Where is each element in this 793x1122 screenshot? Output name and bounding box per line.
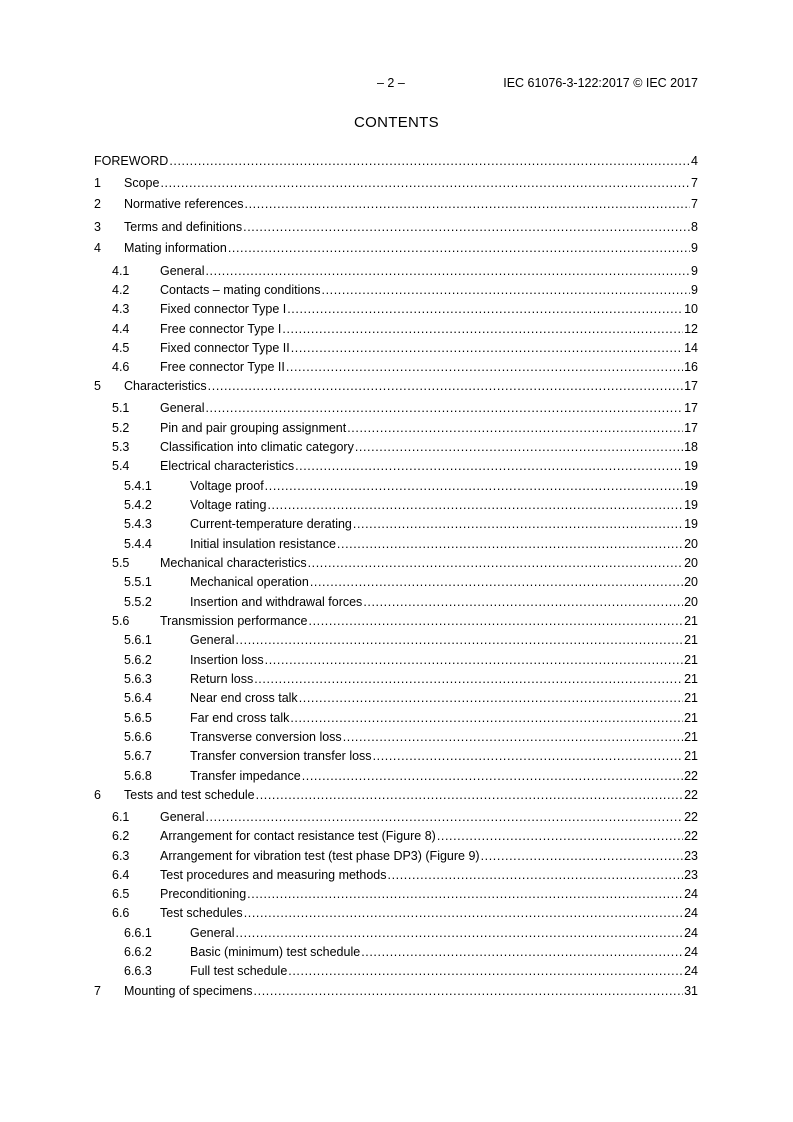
toc-entry-number: 4.6 (112, 360, 130, 374)
dot-leader (247, 886, 683, 902)
toc-entry[interactable] (94, 574, 698, 590)
toc-entry-title: Preconditioning (160, 887, 247, 901)
toc-entry[interactable] (94, 729, 698, 745)
toc-entry-number: 4.3 (112, 302, 130, 316)
toc-entry-title: Mechanical characteristics (160, 556, 307, 570)
toc-entry-title: Far end cross talk (190, 711, 290, 725)
dot-leader (282, 321, 683, 337)
toc-entry-page: 19 (684, 517, 698, 531)
toc-entry[interactable] (94, 321, 698, 337)
toc-entry-title: General (190, 633, 235, 647)
page-number: – 2 – (377, 76, 405, 90)
toc-entry[interactable] (94, 748, 698, 764)
toc-entry-title: Voltage proof (190, 479, 264, 493)
toc-entry-title: Transmission performance (160, 614, 308, 628)
toc-entry-number: 3 (94, 220, 101, 234)
toc-entry-number: 6.6 (112, 906, 130, 920)
toc-entry-title: Insertion and withdrawal forces (190, 595, 363, 609)
toc-entry[interactable] (94, 263, 698, 279)
toc-entry[interactable] (94, 768, 698, 784)
toc-entry-title: Free connector Type I (160, 322, 282, 336)
toc-entry-page: 8 (691, 220, 698, 234)
dot-leader (205, 263, 690, 279)
dot-leader (265, 478, 683, 494)
toc-entry-page: 24 (684, 887, 698, 901)
toc-entry-number: 5.2 (112, 421, 130, 435)
toc-entry-page: 20 (684, 595, 698, 609)
toc-entry-page: 24 (684, 964, 698, 978)
toc-entry-page: 17 (684, 379, 698, 393)
dot-leader (290, 710, 683, 726)
toc-entry-number: 6.5 (112, 887, 130, 901)
toc-entry[interactable] (94, 594, 698, 610)
toc-entry[interactable] (94, 536, 698, 552)
toc-entry-title: Pin and pair grouping assignment (160, 421, 347, 435)
dot-leader (437, 828, 683, 844)
toc-entry-title: Insertion loss (190, 653, 264, 667)
toc-entry-number: 5.6.2 (124, 653, 152, 667)
toc-entry-page: 17 (684, 421, 698, 435)
toc-entry-number: 4.2 (112, 283, 130, 297)
toc-entry-page: 21 (684, 749, 698, 763)
toc-entry-page: 31 (684, 984, 698, 998)
toc-entry[interactable] (94, 867, 698, 883)
toc-entry[interactable] (94, 690, 698, 706)
toc-entry-page: 20 (684, 575, 698, 589)
toc-entry-number: 5.6.5 (124, 711, 152, 725)
toc-entry-title: Fixed connector Type I (160, 302, 287, 316)
toc-entry-title: Test schedules (160, 906, 243, 920)
toc-entry[interactable] (94, 497, 698, 513)
toc-entry-title: General (160, 264, 205, 278)
toc-entry-title: FOREWORD (94, 154, 169, 168)
toc-entry[interactable] (94, 555, 698, 571)
toc-entry-number: 5.1 (112, 401, 130, 415)
toc-entry[interactable] (94, 652, 698, 668)
toc-entry[interactable] (94, 340, 698, 356)
toc-entry[interactable] (94, 458, 698, 474)
toc-entry-title: Test procedures and measuring methods (160, 868, 387, 882)
toc-entry[interactable] (94, 905, 698, 921)
toc-entry-number: 5.4.3 (124, 517, 152, 531)
toc-entry[interactable] (94, 963, 698, 979)
toc-entry-title: Transverse conversion loss (190, 730, 342, 744)
toc-entry-number: 4.5 (112, 341, 130, 355)
toc-entry-title: Transfer impedance (190, 769, 301, 783)
dot-leader (205, 400, 683, 416)
toc-entry[interactable] (94, 613, 698, 629)
toc-entry-page: 22 (684, 788, 698, 802)
toc-entry-page: 22 (684, 829, 698, 843)
dot-leader (286, 359, 683, 375)
dot-leader (265, 652, 683, 668)
toc-entry-page: 17 (684, 401, 698, 415)
toc-entry-title: Contacts – mating conditions (160, 283, 321, 297)
toc-entry-title: Tests and test schedule (124, 788, 255, 802)
toc-entry[interactable] (94, 925, 698, 941)
toc-entry-title: Current-temperature derating (190, 517, 352, 531)
dot-leader (228, 240, 690, 256)
toc-entry-number: 5.5.1 (124, 575, 152, 589)
toc-entry-page: 9 (691, 283, 698, 297)
dot-leader (160, 175, 690, 191)
toc-entry-page: 10 (684, 302, 698, 316)
toc-entry-number: 5.5 (112, 556, 130, 570)
toc-entry-title: General (160, 810, 205, 824)
toc-entry-number: 6.3 (112, 849, 130, 863)
dot-leader (302, 768, 683, 784)
toc-entry-page: 9 (691, 264, 698, 278)
toc-entry-number: 5.6.6 (124, 730, 152, 744)
toc-entry-page: 12 (684, 322, 698, 336)
toc-entry-number: 5.6.7 (124, 749, 152, 763)
toc-entry-number: 5 (94, 379, 101, 393)
toc-entry-number: 5.6.4 (124, 691, 152, 705)
dot-leader (243, 219, 690, 235)
toc-entry-title: Transfer conversion transfer loss (190, 749, 372, 763)
toc-entry[interactable] (94, 378, 698, 394)
dot-leader (353, 516, 683, 532)
toc-entry-page: 14 (684, 341, 698, 355)
toc-entry[interactable] (94, 710, 698, 726)
toc-entry-title: Terms and definitions (124, 220, 243, 234)
toc-entry[interactable] (94, 886, 698, 902)
toc-entry-title: Mechanical operation (190, 575, 309, 589)
toc-entry-number: 4.1 (112, 264, 130, 278)
toc-entry[interactable] (94, 983, 698, 999)
toc-entry-page: 7 (691, 176, 698, 190)
dot-leader (299, 690, 683, 706)
toc-entry-number: 5.4 (112, 459, 130, 473)
toc-entry-number: 5.6.3 (124, 672, 152, 686)
toc-entry-title: Fixed connector Type II (160, 341, 290, 355)
toc-entry-number: 6.4 (112, 868, 130, 882)
toc-entry-page: 9 (691, 241, 698, 255)
toc-entry-number: 6.2 (112, 829, 130, 843)
page-header (94, 76, 698, 92)
toc-entry-page: 21 (684, 633, 698, 647)
toc-entry[interactable] (94, 175, 698, 191)
dot-leader (363, 594, 683, 610)
dot-leader (347, 420, 683, 436)
toc-entry[interactable] (94, 301, 698, 317)
toc-entry-title: Mating information (124, 241, 227, 255)
toc-entry-title: Electrical characteristics (160, 459, 295, 473)
dot-leader (481, 848, 684, 864)
toc-entry-number: 5.5.2 (124, 595, 152, 609)
dot-leader (245, 196, 691, 212)
toc-entry[interactable] (94, 632, 698, 648)
dot-leader (254, 671, 683, 687)
dot-leader (287, 301, 683, 317)
toc-entry-page: 24 (684, 926, 698, 940)
toc-entry-title: Basic (minimum) test schedule (190, 945, 361, 959)
toc-entry-page: 21 (684, 614, 698, 628)
standard-reference: IEC 61076-3-122:2017 © IEC 2017 (503, 76, 698, 90)
toc-entry-page: 18 (684, 440, 698, 454)
toc-entry-page: 7 (691, 197, 698, 211)
toc-entry-page: 19 (684, 479, 698, 493)
dot-leader (337, 536, 683, 552)
toc-entry-page: 19 (684, 459, 698, 473)
toc-entry-title: Normative references (124, 197, 244, 211)
toc-entry-number: 7 (94, 984, 101, 998)
toc-entry-page: 22 (684, 810, 698, 824)
toc-entry[interactable] (94, 359, 698, 375)
toc-entry[interactable] (94, 787, 698, 803)
toc-entry-title: Mounting of specimens (124, 984, 253, 998)
toc-entry-page: 21 (684, 730, 698, 744)
toc-entry[interactable] (94, 671, 698, 687)
toc-entry[interactable] (94, 153, 698, 169)
toc-entry[interactable] (94, 420, 698, 436)
toc-entry-number: 6.6.1 (124, 926, 152, 940)
toc-entry-page: 21 (684, 691, 698, 705)
toc-entry-number: 5.6.1 (124, 633, 152, 647)
toc-entry[interactable] (94, 478, 698, 494)
toc-entry-number: 4 (94, 241, 101, 255)
toc-entry-number: 6.1 (112, 810, 130, 824)
toc-entry[interactable] (94, 809, 698, 825)
toc-entry-title: Arrangement for vibration test (test phase DP3) (Figure 9) (160, 849, 480, 863)
toc-entry-title: Characteristics (124, 379, 207, 393)
toc-entry[interactable] (94, 848, 698, 864)
toc-entry-title: Full test schedule (190, 964, 288, 978)
dot-leader (309, 613, 684, 629)
toc-entry-title: Near end cross talk (190, 691, 298, 705)
toc-entry[interactable] (94, 400, 698, 416)
toc-entry-page: 22 (684, 769, 698, 783)
dot-leader (235, 632, 683, 648)
dot-leader (169, 153, 690, 169)
dot-leader (388, 867, 684, 883)
dot-leader (310, 574, 683, 590)
toc-entry-number: 5.6.8 (124, 769, 152, 783)
dot-leader (288, 963, 683, 979)
toc-entry-page: 21 (684, 653, 698, 667)
toc-entry[interactable] (94, 196, 698, 212)
dot-leader (322, 282, 691, 298)
toc-entry-page: 4 (691, 154, 698, 168)
toc-entry-number: 1 (94, 176, 101, 190)
toc-entry-title: General (190, 926, 235, 940)
dot-leader (373, 748, 684, 764)
toc-entry[interactable] (94, 240, 698, 256)
toc-entry[interactable] (94, 828, 698, 844)
dot-leader (343, 729, 683, 745)
dot-leader (254, 983, 684, 999)
toc-entry[interactable] (94, 282, 698, 298)
toc-entry-page: 19 (684, 498, 698, 512)
toc-entry[interactable] (94, 944, 698, 960)
toc-entry[interactable] (94, 516, 698, 532)
toc-entry-number: 5.3 (112, 440, 130, 454)
toc-entry-title: General (160, 401, 205, 415)
toc-entry-page: 24 (684, 945, 698, 959)
dot-leader (205, 809, 683, 825)
toc-entry-title: Arrangement for contact resistance test (Figure 8) (160, 829, 436, 843)
toc-entry[interactable] (94, 219, 698, 235)
toc-entry[interactable] (94, 439, 698, 455)
toc-entry-number: 4.4 (112, 322, 130, 336)
toc-entry-title: Return loss (190, 672, 254, 686)
toc-entry-title: Scope (124, 176, 160, 190)
toc-entry-number: 5.4.4 (124, 537, 152, 551)
toc-entry-number: 5.4.1 (124, 479, 152, 493)
dot-leader (256, 787, 683, 803)
toc-entry-number: 5.4.2 (124, 498, 152, 512)
toc-entry-title: Classification into climatic category (160, 440, 354, 454)
toc-entry-page: 20 (684, 556, 698, 570)
toc-entry-page: 23 (684, 868, 698, 882)
dot-leader (361, 944, 683, 960)
toc-entry-number: 6.6.2 (124, 945, 152, 959)
page-title: CONTENTS (354, 114, 439, 131)
toc-entry-title: Voltage rating (190, 498, 267, 512)
toc-entry-page: 24 (684, 906, 698, 920)
toc-entry-number: 6 (94, 788, 101, 802)
toc-entry-page: 21 (684, 672, 698, 686)
toc-entry-number: 6.6.3 (124, 964, 152, 978)
dot-leader (267, 497, 683, 513)
dot-leader (355, 439, 683, 455)
toc-entry-page: 16 (684, 360, 698, 374)
toc-entry-number: 2 (94, 197, 101, 211)
toc-entry-title: Free connector Type II (160, 360, 285, 374)
dot-leader (244, 905, 683, 921)
dot-leader (208, 378, 683, 394)
toc-entry-page: 23 (684, 849, 698, 863)
dot-leader (291, 340, 683, 356)
dot-leader (308, 555, 684, 571)
toc-entry-page: 20 (684, 537, 698, 551)
toc-entry-page: 21 (684, 711, 698, 725)
toc-entry-title: Initial insulation resistance (190, 537, 336, 551)
toc-entry-number: 5.6 (112, 614, 130, 628)
dot-leader (235, 925, 683, 941)
dot-leader (295, 458, 683, 474)
